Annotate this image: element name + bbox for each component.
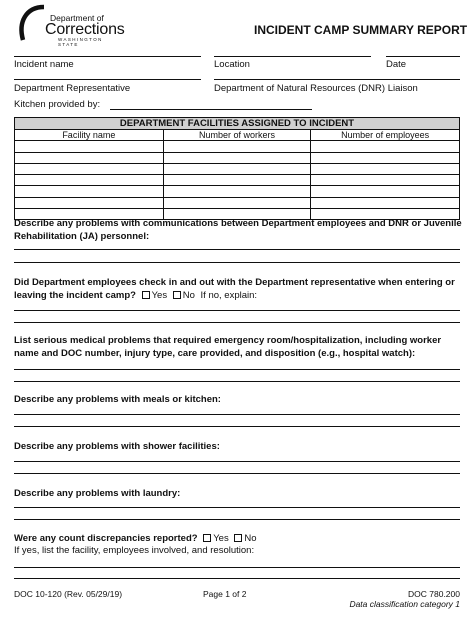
question-count-discrepancies-text: Were any count discrepancies reported?	[14, 533, 198, 544]
column-header-employees: Number of employees	[311, 130, 460, 141]
answer-line[interactable]	[14, 322, 460, 323]
answer-line[interactable]	[14, 578, 460, 579]
column-header-facility: Facility name	[15, 130, 164, 141]
answer-line[interactable]	[14, 262, 460, 263]
table-cell[interactable]	[163, 175, 311, 186]
table-cell[interactable]	[311, 152, 460, 163]
table-cell[interactable]	[15, 163, 164, 174]
table-cell[interactable]	[311, 186, 460, 197]
facilities-table-caption: DEPARTMENT FACILITIES ASSIGNED TO INCIDENT	[15, 118, 460, 130]
answer-line[interactable]	[14, 507, 460, 508]
question-check-in-out-text: Did Department employees check in and out with the Department representative when entering or leaving the incident camp?	[14, 277, 455, 301]
kitchen-field[interactable]	[110, 109, 312, 110]
table-cell[interactable]	[311, 175, 460, 186]
table-cell[interactable]	[15, 175, 164, 186]
data-classification: Data classification category 1	[349, 599, 460, 609]
form-number: DOC 10-120 (Rev. 05/29/19)	[14, 589, 123, 599]
page-title: INCIDENT CAMP SUMMARY REPORT	[254, 23, 468, 37]
question-meals-kitchen: Describe any problems with meals or kitchen:	[14, 394, 221, 405]
table-cell[interactable]	[311, 141, 460, 152]
page-number: Page 1 of 2	[203, 589, 247, 599]
incident-name-field[interactable]	[14, 56, 201, 57]
date-field[interactable]	[386, 56, 460, 57]
yes-label: Yes	[151, 290, 168, 301]
answer-line[interactable]	[14, 519, 460, 520]
answer-line[interactable]	[14, 369, 460, 370]
answer-line[interactable]	[14, 310, 460, 311]
no-checkbox[interactable]	[173, 291, 181, 299]
table-cell[interactable]	[15, 141, 164, 152]
facilities-table	[14, 117, 460, 220]
dnr-liaison-label: Department of Natural Resources (DNR) Liaison	[214, 83, 418, 94]
no-checkbox[interactable]	[234, 534, 242, 542]
table-cell[interactable]	[15, 186, 164, 197]
incident-name-label: Incident name	[14, 59, 74, 70]
dept-representative-label: Department Representative	[14, 83, 131, 94]
table-row	[15, 163, 460, 174]
question-check-in-out	[14, 276, 464, 302]
table-cell[interactable]	[163, 152, 311, 163]
yes-checkbox[interactable]	[142, 291, 150, 299]
table-cell[interactable]	[15, 197, 164, 208]
table-row	[15, 141, 460, 152]
answer-line[interactable]	[14, 461, 460, 462]
dept-representative-field[interactable]	[14, 79, 201, 80]
answer-line[interactable]	[14, 414, 460, 415]
logo-state-text: WASHINGTON STATE	[58, 37, 103, 47]
table-cell[interactable]	[163, 186, 311, 197]
answer-line[interactable]	[14, 567, 460, 568]
table-cell[interactable]	[311, 197, 460, 208]
answer-line[interactable]	[14, 381, 460, 382]
doc-logo	[14, 4, 125, 47]
table-cell[interactable]	[163, 163, 311, 174]
question-laundry: Describe any problems with laundry:	[14, 488, 181, 499]
table-row	[15, 186, 460, 197]
kitchen-label: Kitchen provided by:	[14, 99, 101, 110]
table-row	[15, 197, 460, 208]
question-medical-problems: List serious medical problems that required emergency room/hospitalization, including worker name and DOC number, injury type, care provided, and disposition (e.g., hospital watch):	[14, 335, 442, 359]
no-label: No	[244, 533, 257, 544]
question-shower-facilities: Describe any problems with shower facilities:	[14, 441, 220, 452]
column-header-workers: Number of workers	[163, 130, 311, 141]
answer-line[interactable]	[14, 249, 460, 250]
date-label: Date	[386, 59, 407, 70]
table-cell[interactable]	[163, 141, 311, 152]
yes-label: Yes	[213, 533, 229, 544]
answer-line[interactable]	[14, 426, 460, 427]
yes-checkbox[interactable]	[203, 534, 211, 542]
explain-label: If no, explain:	[200, 290, 258, 301]
no-label: No	[182, 290, 195, 301]
table-row	[15, 152, 460, 163]
question-communications: Describe any problems with communications between Department employees and DNR or Juvenile Rehabilitation (JA) personnel:	[14, 218, 462, 242]
table-cell[interactable]	[163, 197, 311, 208]
table-row	[15, 175, 460, 186]
policy-number: DOC 780.200	[408, 589, 460, 599]
dnr-liaison-field[interactable]	[214, 79, 460, 80]
logo-department-text: Department of	[50, 13, 104, 23]
question-count-discrepancies	[14, 532, 464, 545]
count-discrepancy-instructions: If yes, list the facility, employees involved, and resolution:	[14, 545, 255, 556]
table-cell[interactable]	[15, 152, 164, 163]
answer-line[interactable]	[14, 473, 460, 474]
table-cell[interactable]	[311, 163, 460, 174]
location-label: Location	[214, 59, 250, 70]
location-field[interactable]	[214, 56, 371, 57]
logo-corrections-text: Corrections	[45, 21, 125, 38]
